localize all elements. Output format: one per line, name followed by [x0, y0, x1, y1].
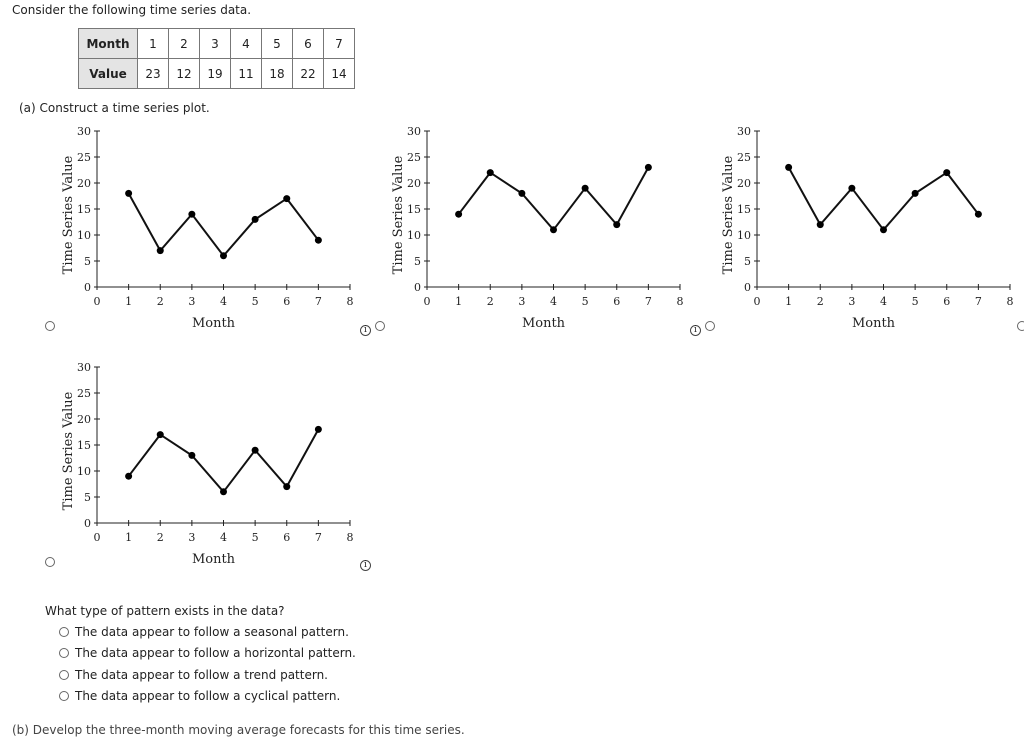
x-tick-label: 0 [423, 295, 431, 308]
y-tick-label: 10 [77, 465, 91, 478]
table-cell: 22 [293, 59, 324, 89]
x-tick-label: 8 [346, 531, 354, 544]
x-tick-label: 7 [314, 295, 322, 308]
data-point [487, 169, 494, 176]
y-tick-label: 15 [407, 203, 421, 216]
pattern-option-seasonal[interactable] [59, 625, 349, 639]
time-series-chart-4 [55, 358, 375, 578]
info-icon[interactable]: i [360, 325, 371, 336]
table-row [79, 29, 355, 59]
data-point [188, 211, 195, 218]
series-line [459, 167, 649, 229]
y-tick-label: 20 [407, 177, 421, 190]
table-cell: 18 [262, 59, 293, 89]
table-header-month: Month [79, 29, 138, 59]
data-point [943, 169, 950, 176]
table-cell: 11 [231, 59, 262, 89]
x-tick-label: 3 [848, 295, 856, 308]
table-cell: 23 [138, 59, 169, 89]
data-table [78, 28, 355, 89]
y-tick-label: 0 [414, 281, 421, 294]
table-cell: 5 [262, 29, 293, 59]
table-cell: 3 [200, 29, 231, 59]
x-tick-label: 1 [125, 295, 133, 308]
radio-button[interactable] [59, 691, 69, 701]
x-tick-label: 7 [974, 295, 982, 308]
data-point [455, 211, 462, 218]
y-tick-label: 0 [84, 517, 91, 530]
intro-text: Consider the following time series data. [12, 3, 252, 17]
table-cell: 4 [231, 29, 262, 59]
y-tick-label: 5 [744, 255, 751, 268]
data-point [252, 216, 259, 223]
table-cell: 2 [169, 29, 200, 59]
x-tick-label: 2 [816, 295, 824, 308]
y-tick-label: 15 [737, 203, 751, 216]
option-label: The data appear to follow a horizontal pattern. [75, 646, 356, 660]
x-tick-label: 0 [753, 295, 761, 308]
info-icon[interactable]: i [690, 325, 701, 336]
x-tick-label: 5 [581, 295, 589, 308]
x-tick-label: 2 [156, 531, 164, 544]
x-tick-label: 6 [283, 531, 291, 544]
x-tick-label: 8 [676, 295, 684, 308]
time-series-chart-1 [55, 122, 375, 342]
data-point [188, 452, 195, 459]
x-tick-label: 6 [613, 295, 621, 308]
data-point [582, 185, 589, 192]
radio-button[interactable] [59, 627, 69, 637]
chart-4-radio[interactable] [45, 557, 55, 567]
table-cell: 1 [138, 29, 169, 59]
y-tick-label: 10 [407, 229, 421, 242]
data-point [283, 195, 290, 202]
radio-button[interactable] [59, 648, 69, 658]
y-tick-label: 5 [414, 255, 421, 268]
data-point [785, 164, 792, 171]
x-tick-label: 7 [314, 531, 322, 544]
x-tick-label: 4 [880, 295, 887, 308]
x-tick-label: 1 [125, 531, 133, 544]
y-tick-label: 30 [737, 125, 751, 138]
pattern-option-cyclical[interactable] [59, 689, 340, 703]
table-cell: 19 [200, 59, 231, 89]
x-tick-label: 2 [486, 295, 494, 308]
y-tick-label: 5 [84, 491, 91, 504]
x-tick-label: 6 [283, 295, 291, 308]
pattern-question: What type of pattern exists in the data? [45, 604, 285, 618]
chart-next-radio[interactable] [1017, 321, 1024, 331]
x-tick-label: 3 [188, 531, 196, 544]
data-point [550, 226, 557, 233]
y-tick-label: 25 [737, 151, 751, 164]
data-point [125, 473, 132, 480]
data-point [125, 190, 132, 197]
option-label: The data appear to follow a cyclical pattern. [75, 689, 341, 703]
x-tick-label: 5 [251, 295, 259, 308]
y-tick-label: 15 [77, 439, 91, 452]
data-point [283, 483, 290, 490]
x-tick-label: 3 [518, 295, 526, 308]
y-tick-label: 5 [84, 255, 91, 268]
data-point [252, 447, 259, 454]
x-tick-label: 7 [644, 295, 652, 308]
time-series-chart-2 [385, 122, 705, 342]
y-tick-label: 30 [77, 125, 91, 138]
x-tick-label: 6 [943, 295, 951, 308]
data-point [645, 164, 652, 171]
option-label: The data appear to follow a trend pattern. [75, 668, 328, 682]
y-axis-label: Time Series Value [61, 391, 76, 511]
y-tick-label: 10 [77, 229, 91, 242]
data-point [315, 237, 322, 244]
data-point [157, 247, 164, 254]
y-tick-label: 25 [77, 387, 91, 400]
pattern-option-horizontal[interactable] [59, 646, 356, 660]
x-tick-label: 2 [156, 295, 164, 308]
data-point [220, 488, 227, 495]
chart-2-radio[interactable] [375, 321, 385, 331]
x-axis-label: Month [191, 316, 236, 331]
option-label: The data appear to follow a seasonal pattern. [75, 625, 349, 639]
data-point [912, 190, 919, 197]
x-tick-label: 0 [93, 531, 101, 544]
table-cell: 6 [293, 29, 324, 59]
x-tick-label: 8 [346, 295, 354, 308]
x-tick-label: 5 [911, 295, 919, 308]
x-tick-label: 1 [455, 295, 463, 308]
table-row [79, 59, 355, 89]
y-tick-label: 30 [407, 125, 421, 138]
radio-button[interactable] [59, 670, 69, 680]
data-point [220, 252, 227, 259]
y-tick-label: 15 [77, 203, 91, 216]
data-point [848, 185, 855, 192]
data-point [880, 226, 887, 233]
data-point [613, 221, 620, 228]
table-cell: 14 [324, 59, 355, 89]
table-cell: 7 [324, 29, 355, 59]
series-line [129, 429, 319, 491]
y-tick-label: 10 [737, 229, 751, 242]
chart-3-radio[interactable] [705, 321, 715, 331]
info-icon[interactable]: i [360, 560, 371, 571]
y-axis-label: Time Series Value [721, 155, 736, 275]
y-tick-label: 0 [84, 281, 91, 294]
x-tick-label: 4 [220, 295, 227, 308]
y-axis-label: Time Series Value [61, 155, 76, 275]
x-tick-label: 8 [1006, 295, 1014, 308]
table-cell: 12 [169, 59, 200, 89]
series-line [129, 193, 319, 255]
y-tick-label: 30 [77, 361, 91, 374]
part-b-label: (b) Develop the three-month moving average forecasts for this time series. [12, 723, 465, 737]
x-tick-label: 0 [93, 295, 101, 308]
part-a-label: (a) Construct a time series plot. [19, 101, 210, 115]
y-tick-label: 20 [77, 177, 91, 190]
x-tick-label: 1 [785, 295, 793, 308]
x-axis-label: Month [851, 316, 896, 331]
x-tick-label: 4 [550, 295, 557, 308]
chart-svg [55, 358, 375, 578]
y-tick-label: 25 [77, 151, 91, 164]
y-axis-label: Time Series Value [391, 155, 406, 275]
chart-svg [715, 122, 1024, 342]
chart-1-radio[interactable] [45, 321, 55, 331]
x-axis-label: Month [521, 316, 566, 331]
y-tick-label: 20 [77, 413, 91, 426]
table-header-value: Value [79, 59, 138, 89]
data-point [518, 190, 525, 197]
y-tick-label: 0 [744, 281, 751, 294]
x-tick-label: 3 [188, 295, 196, 308]
chart-svg [385, 122, 705, 342]
data-point [315, 426, 322, 433]
x-tick-label: 4 [220, 531, 227, 544]
data-point [817, 221, 824, 228]
time-series-chart-3 [715, 122, 1024, 342]
chart-svg [55, 122, 375, 342]
series-line [789, 167, 979, 229]
pattern-option-trend[interactable] [59, 668, 328, 682]
data-point [975, 211, 982, 218]
data-point [157, 431, 164, 438]
y-tick-label: 25 [407, 151, 421, 164]
y-tick-label: 20 [737, 177, 751, 190]
x-tick-label: 5 [251, 531, 259, 544]
x-axis-label: Month [191, 552, 236, 567]
